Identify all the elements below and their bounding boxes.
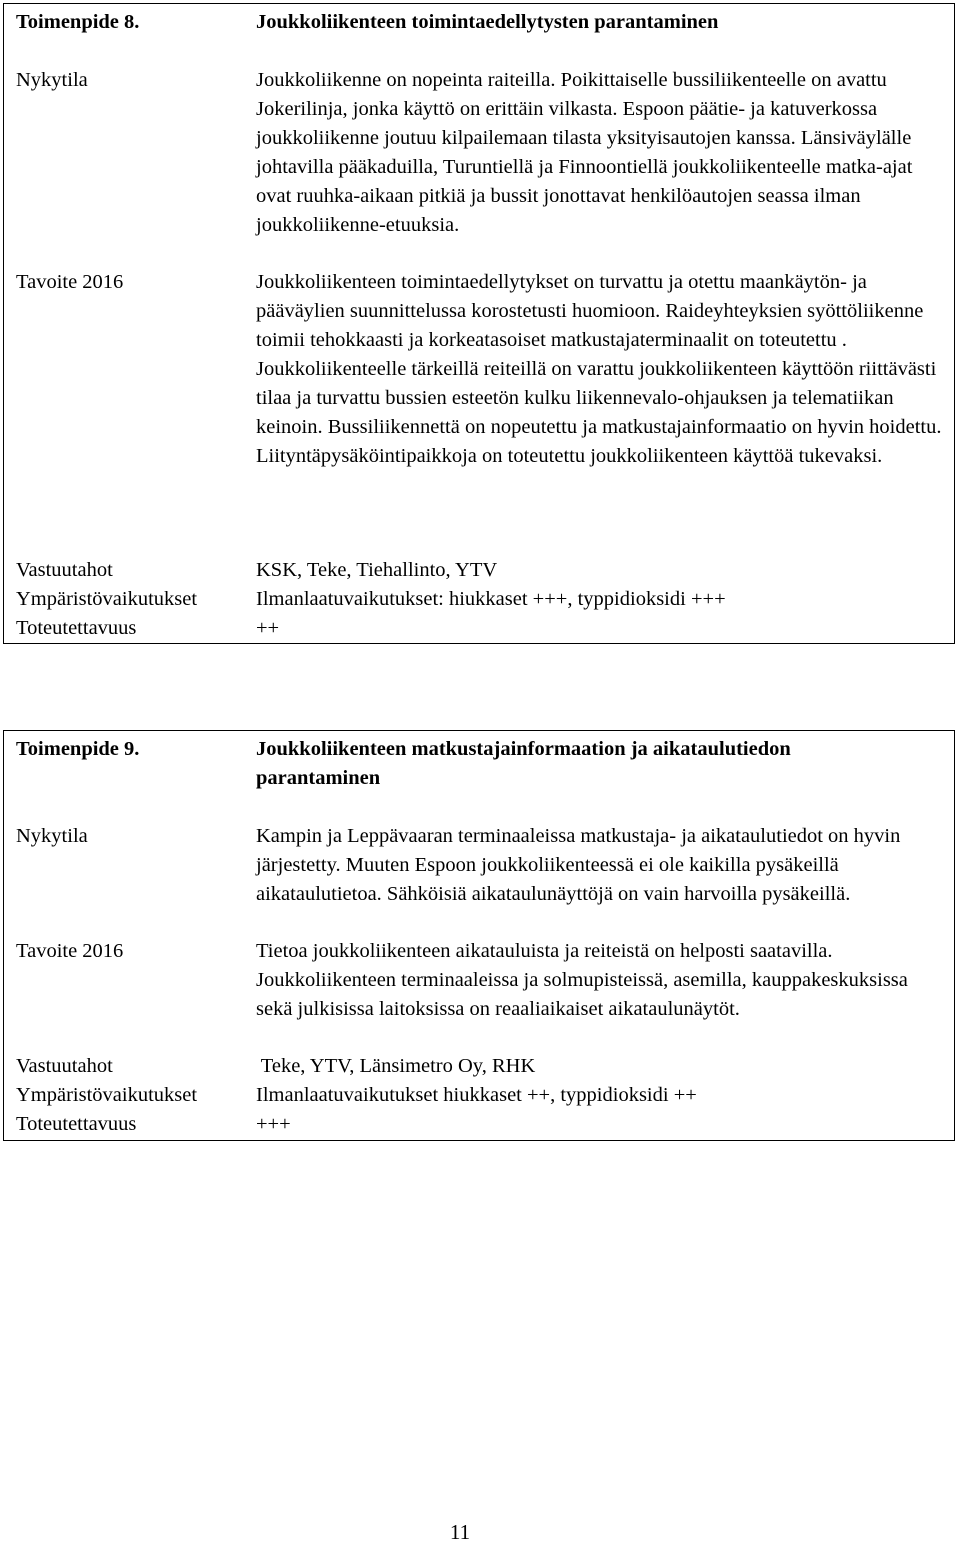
toteutettavuus-text: ++ (256, 617, 280, 639)
toteutettavuus-label: Toteutettavuus (16, 1113, 137, 1135)
nykytila-label: Nykytila (16, 825, 88, 847)
ymparisto-label: Ympäristövaikutukset (16, 1084, 198, 1106)
ymparisto-label: Ympäristövaikutukset (16, 588, 198, 610)
ymparisto-text: Ilmanlaatuvaikutukset hiukkaset ++, typpidioksidi ++ (256, 1084, 697, 1106)
nykytila-label: Nykytila (16, 69, 88, 91)
measure-title: Joukkoliikenteen toimintaedellytysten parantaminen (256, 11, 719, 33)
tavoite-text: Tietoa joukkoliikenteen aikatauluista ja reiteistä on helposti saatavilla. Joukkoliikenteen terminaaleissa ja solmupisteissä, asemilla, kauppakeskuksissa sekä julkisissa laitoksissa on reaaliaikaiset aikataulunäytöt. (256, 940, 908, 1020)
page-number: 11 (449, 1520, 471, 1544)
measure-label: Toimenpide 9. (16, 738, 140, 760)
toteutettavuus-label: Toteutettavuus (16, 617, 137, 639)
ymparisto-text: Ilmanlaatuvaikutukset: hiukkaset +++, typpidioksidi +++ (256, 588, 726, 610)
tavoite-text: Joukkoliikenteen toimintaedellytykset on turvattu ja otettu maankäytön- ja pääväylien suunnittelussa korostetusti huomioon. Raideyhteyksien syöttöliikenne toimii tehokkaasti ja korkeatasoiset matkustajaterminaalit on toteutettu . Joukkoliikenteelle tärkeillä reiteillä on varattu joukkoliikenteen käyttöön riittävästi tilaa ja turvattu bussien esteetön kulku liikennevalo-ohjauksen ja telematiikan keinoin. Bussiliikennettä on nopeutettu ja matkustajainformaatio on hyvin hoidettu. Liityntäpysäköintipaikkoja on toteutettu joukkoliikenteen käyttöä tukevaksi. (256, 271, 942, 467)
tavoite-label: Tavoite 2016 (16, 271, 124, 293)
toteutettavuus-text: +++ (256, 1113, 291, 1135)
vastuutahot-label: Vastuutahot (16, 1055, 113, 1077)
measure-label: Toimenpide 8. (16, 11, 140, 33)
tavoite-label: Tavoite 2016 (16, 940, 124, 962)
nykytila-text: Joukkoliikenne on nopeinta raiteilla. Poikittaiselle bussiliikenteelle on avattu Jokerilinja, jonka käyttö on erittäin vilkasta. Espoon päätie- ja katuverkossa joukkoliikenne joutuu kilpailemaan tilasta yksityisautojen kanssa. Länsiväylälle johtavilla pääkaduilla, Turuntiellä ja Finnoontiellä joukkoliikenteelle matka-ajat ovat ruuhka-aikaan pitkiä ja bussit jonottavat henkilöautojen seassa ilman joukkoliikenne-etuuksia. (256, 69, 913, 236)
nykytila-text: Kampin ja Leppävaaran terminaaleissa matkustaja- ja aikataulutiedot on hyvin järjestetty. Muuten Espoon joukkoliikenteessä ei ole kaikilla pysäkeillä aikataulutietoa. Sähköisiä aikataulunäyttöjä on vain harvoilla pysäkeillä. (256, 825, 901, 905)
vastuutahot-text: KSK, Teke, Tiehallinto, YTV (256, 559, 498, 581)
measure-box-9 (3, 730, 955, 1141)
vastuutahot-label: Vastuutahot (16, 559, 113, 581)
measure-title: Joukkoliikenteen matkustajainformaation ja aikataulutiedon parantaminen (256, 738, 791, 789)
measure-box-8 (3, 3, 955, 644)
vastuutahot-text: Teke, YTV, Länsimetro Oy, RHK (256, 1055, 536, 1077)
